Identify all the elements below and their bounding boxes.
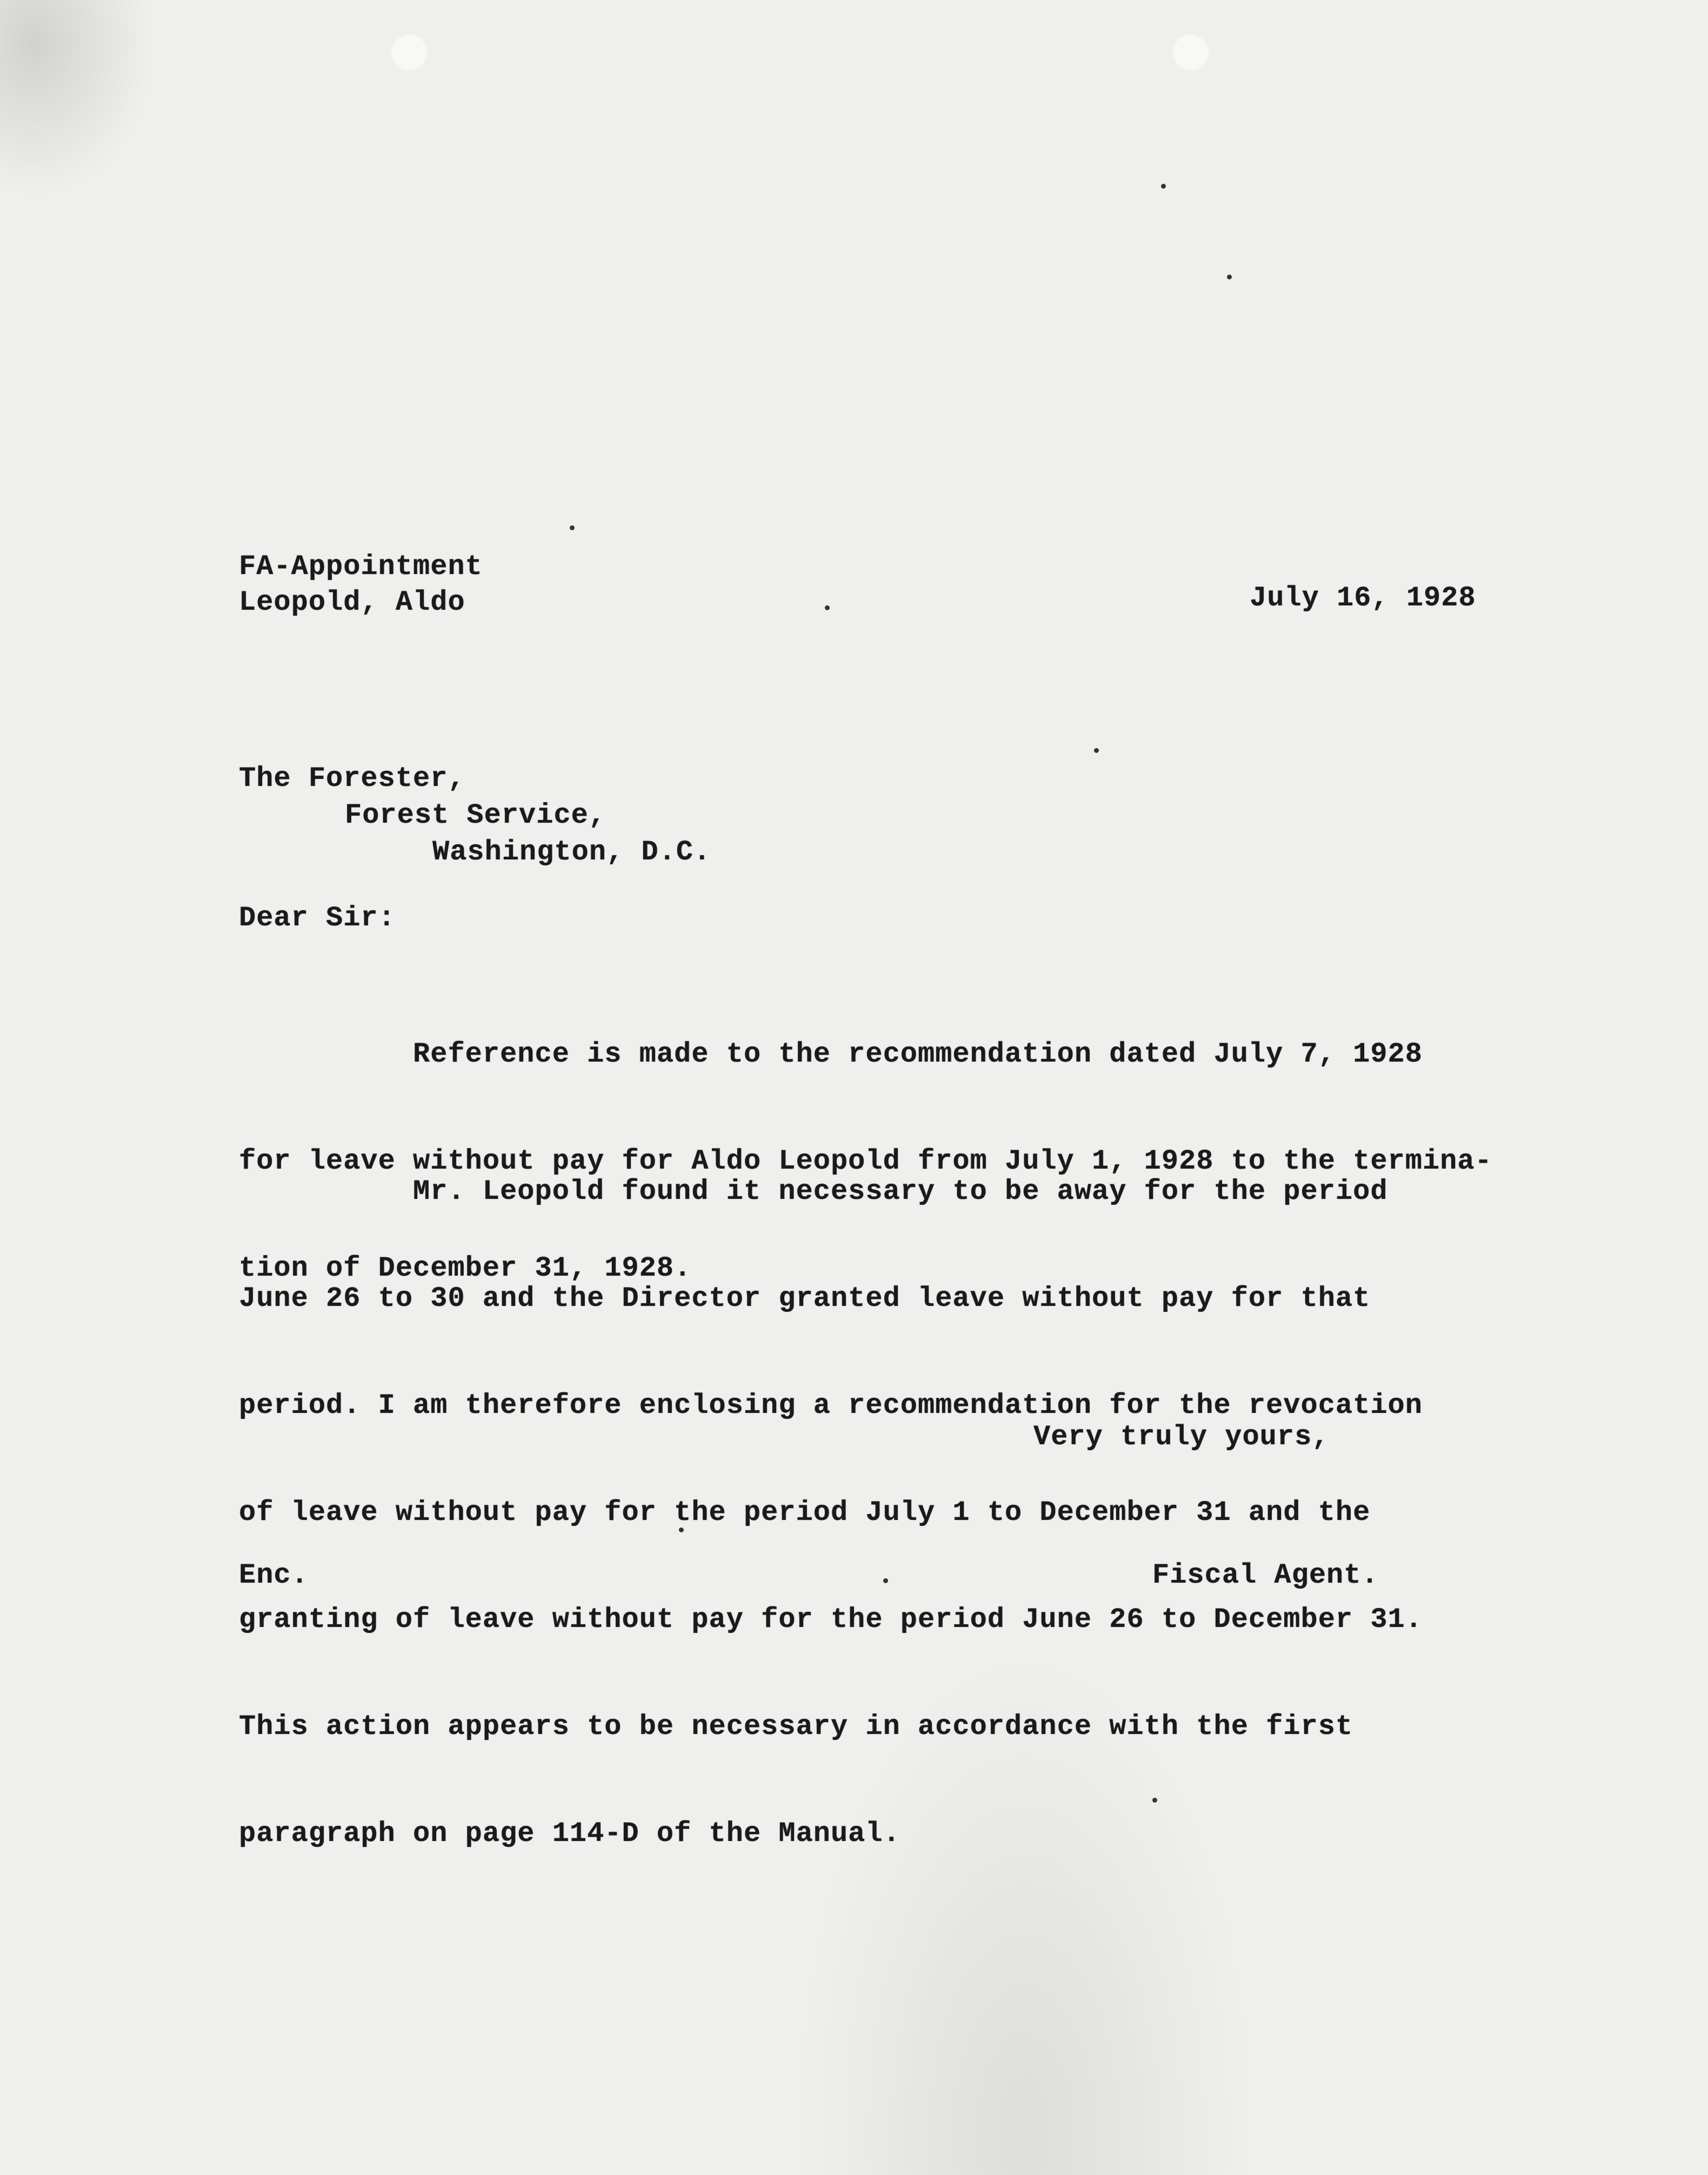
body-line: of leave without pay for the period July 1 to December 31 and the	[239, 1497, 1371, 1529]
body-line: granting of leave without pay for the period June 26 to December 31.	[239, 1604, 1423, 1636]
body-line: paragraph on page 114-D of the Manual.	[239, 1818, 900, 1850]
body-line: tion of December 31, 1928.	[239, 1252, 692, 1284]
enclosure-note: Enc.	[239, 1559, 309, 1591]
body-line: June 26 to 30 and the Director granted leave without pay for that	[239, 1283, 1371, 1315]
punch-hole-left	[390, 34, 428, 71]
ink-speck	[825, 605, 830, 610]
addressee-line-2: Forest Service,	[345, 799, 606, 831]
ink-speck	[1227, 275, 1232, 279]
punch-hole-right	[1172, 34, 1210, 71]
letter-date: July 16, 1928	[1250, 582, 1476, 614]
body-line: for leave without pay for Aldo Leopold from July 1, 1928 to the termina-	[239, 1145, 1492, 1177]
ink-speck	[570, 525, 575, 530]
addressee-line-1: The Forester,	[239, 763, 465, 795]
salutation: Dear Sir:	[239, 902, 396, 934]
body-paragraph-2	[239, 1103, 1423, 1923]
body-line: This action appears to be necessary in accordance with the first	[239, 1711, 1353, 1743]
file-reference-name: Leopold, Aldo	[239, 586, 465, 618]
signature-title: Fiscal Agent.	[1152, 1559, 1379, 1591]
addressee-line-3: Washington, D.C.	[432, 836, 711, 868]
ink-speck	[1161, 184, 1166, 189]
body-line: Reference is made to the recommendation dated July 7, 1928	[239, 1038, 1423, 1070]
body-line: Mr. Leopold found it necessary to be away for the period	[239, 1176, 1388, 1207]
ink-speck	[1094, 748, 1099, 753]
body-line: period. I am therefore enclosing a recommendation for the revocation	[239, 1390, 1423, 1422]
file-reference-subject: FA-Appointment	[239, 551, 483, 583]
closing: Very truly yours,	[1033, 1421, 1330, 1453]
